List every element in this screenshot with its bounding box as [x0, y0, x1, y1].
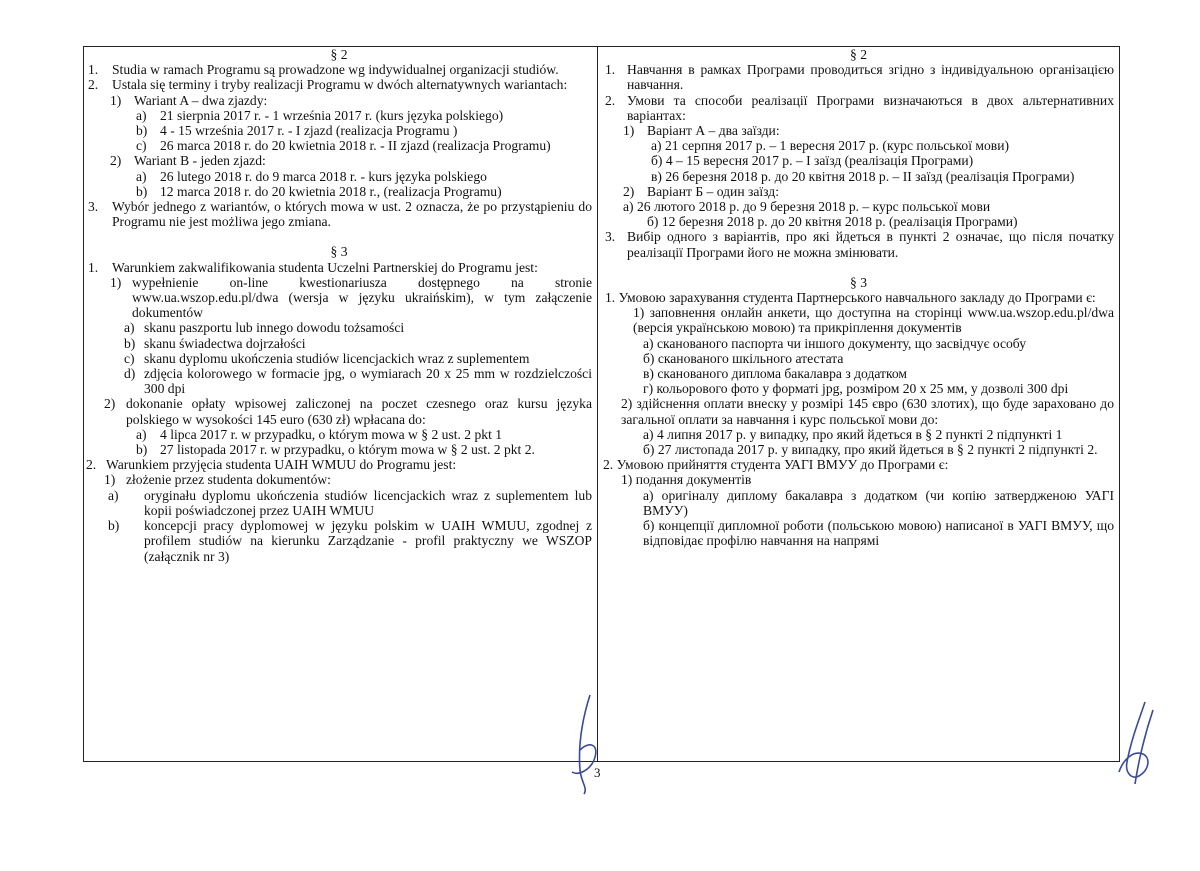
pl-s3-1-1-d: d) zdjęcia kolorowego w formacie jpg, o wymiarach 20 x 25 mm w rozdzielczości 300 dpi: [124, 366, 592, 397]
pl-variant-a-c: c) 26 marca 2018 r. do 20 kwietnia 2018 r. - II zjazd (realizacja Programu): [136, 138, 551, 154]
pl-variant-b-b: b) 12 marca 2018 r. do 20 kwietnia 2018 r., (realizacja Programu): [136, 183, 502, 199]
uk-variant-a-b: б) 4 – 15 вересня 2017 р. – І заїзд (реалізація Програми): [651, 153, 974, 169]
polish-column: [86, 47, 592, 761]
uk-variant-a: 1) Варіант А – два заїзди:: [623, 123, 780, 139]
pl-s3-item-2: 2. Warunkiem przyjęcia studenta UAIH WMUU do Programu jest:: [86, 457, 457, 473]
uk-variant-a-a: а) 21 серпня 2017 р. – 1 вересня 2017 р. (курс польської мови): [651, 138, 1010, 154]
pl-variant-a-a: a) 21 sierpnia 2017 r. - 1 września 2017 r. (kurs języka polskiego): [136, 107, 504, 123]
uk-s3-1-1-c: в) сканованого диплома бакалавра з додатком: [643, 366, 908, 382]
uk-variant-b: 2) Варіант Б – один заїзд:: [623, 183, 779, 199]
pl-s3-1-1: 1) wypełnienie on-line kwestionariusza dostępnego na stronie www.ua.wszop.edu.pl/dwa (wersja w języku ukraińskim), w tym załączenie dokumentów: [110, 274, 592, 321]
pl-variant-b-a: a) 26 lutego 2018 r. do 9 marca 2018 r. - kurs języka polskiego: [136, 168, 487, 184]
uk-variant-b-b: б) 12 березня 2018 р. до 20 квітня 2018 р. (реалізація Програми): [647, 214, 1018, 230]
uk-variant-b-a: а) 26 лютого 2018 р. до 9 березня 2018 р. – курс польської мови: [623, 199, 991, 215]
pl-s3-item-1: 1. Warunkiem zakwalifikowania studenta Uczelni Partnerskiej do Programu jest:: [88, 259, 538, 275]
ukrainian-column: [603, 47, 1114, 761]
pl-s3-2-1-a: a) oryginału dyplomu ukończenia studiów licencjackich wraz z suplementem lub kopii poświadczonej przez UAIH WMUU: [108, 487, 592, 518]
pl-s3-2-1-b: b) koncepcji pracy dyplomowej w języku polskim w UAIH WMUU, zgodnej z profilem studiów na kierunku Zarządzanie - profil praktyczny we WSZOP (załącznik nr 3): [108, 518, 592, 564]
pl-s3-1-1-a: a) skanu paszportu lub innego dowodu tożsamości: [124, 320, 405, 336]
column-divider: [597, 46, 598, 762]
pl-s3-1-1-b: b) skanu świadectwa dojrzałości: [124, 335, 306, 351]
pl-s3-1-2-b: b) 27 listopada 2017 r. w przypadku, o którym mowa w § 2 ust. 2 pkt 2.: [136, 442, 535, 458]
section-2-title-pl: § 2: [330, 47, 348, 62]
uk-s3-1-1-a: а) сканованого паспорта чи іншого документу, що засвідчує особу: [643, 335, 1026, 351]
signature-mark-center: [560, 690, 610, 800]
section-3-title-pl: § 3: [330, 244, 348, 260]
uk-s2-item-3: 3. Вибір одного з варіантів, про які йдеться в пункті 2 означає, що після початку реалізації Програми його не можна змінювати.: [605, 229, 1114, 260]
signature-mark-right: [1105, 700, 1165, 790]
pl-s3-1-2: 2) dokonanie opłaty wpisowej zaliczonej na poczet czesnego oraz kursu języka polskiego w wysokości 145 euro (630 zł) wpłacana do:: [104, 396, 592, 427]
pl-variant-a: 1) Wariant A – dwa zjazdy:: [110, 92, 268, 108]
uk-s3-2-1-a: а) оригіналу диплому бакалавра з додатком (чи копію затвердженою УАГІ ВМУУ): [643, 487, 1114, 518]
uk-s3-2-1-b: б) концепції дипломної роботи (польською мовою) написаної в УАГІ ВМУУ, що відповідає профілю навчання на напрямі: [643, 518, 1114, 549]
uk-s3-2-1: 1) подання документів: [621, 472, 752, 488]
uk-s3-item-2: 2. Умовою прийняття студента УАГІ ВМУУ до Програми є:: [603, 457, 949, 473]
pl-s2-item-1: 1. Studia w ramach Programu są prowadzone wg indywidualnej organizacji studiów.: [88, 62, 559, 78]
section-2-title-uk: § 2: [850, 47, 867, 62]
uk-s2-item-2: 2. Умови та способи реалізації Програми визначаються в двох альтернативних варіантах:: [605, 92, 1114, 123]
uk-s3-1-2: 2) здійснення оплати внеску у розмірі 145 євро (630 злотих), що буде зараховано до загальної оплати за навчання і курс польської мови до:: [621, 396, 1114, 427]
uk-s3-1-2-a: а) 4 липня 2017 р. у випадку, про який йдеться в § 2 пункті 2 підпункті 1: [643, 426, 1063, 442]
uk-s3-1-2-b: б) 27 листопада 2017 р. у випадку, про який йдеться в § 2 пункті 2 підпункті 2.: [643, 442, 1098, 458]
page-number: 3: [594, 765, 601, 780]
pl-s2-item-3: 3. Wybór jednego z wariantów, o których mowa w ust. 2 oznacza, że po przystąpieniu do Programu nie jest możliwa jego zmiana.: [88, 199, 592, 230]
pl-s3-1-2-a: a) 4 lipca 2017 r. w przypadku, o którym mowa w § 2 ust. 2 pkt 1: [136, 426, 503, 442]
uk-variant-a-c: в) 26 березня 2018 р. до 20 квітня 2018 р. – ІІ заїзд (реалізація Програми): [651, 168, 1075, 184]
section-3-title-uk: § 3: [850, 274, 867, 290]
pl-s3-1-1-c: c) skanu dyplomu ukończenia studiów licencjackich wraz z suplementem: [124, 350, 530, 366]
pl-variant-a-b: b) 4 - 15 września 2017 r. - I zjazd (realizacja Programu ): [136, 123, 458, 139]
pl-variant-b: 2) Wariant B - jeden zjazd:: [110, 153, 266, 169]
uk-s3-1-1-d: г) кольорового фото у форматі jpg, розміром 20 х 25 мм, у дозволі 300 dpi: [643, 381, 1069, 397]
pl-s2-item-2: 2. Ustala się terminy i tryby realizacji Programu w dwóch alternatywnych wariantach:: [88, 77, 568, 93]
uk-s3-1-1-b: б) сканованого шкільного атестата: [643, 350, 844, 366]
pl-s3-2-1: 1) złożenie przez studenta dokumentów:: [104, 472, 331, 488]
uk-s3-1-1: 1) заповнення онлайн анкети, що доступна на сторінці www.ua.wszop.edu.pl/dwa (версія українською мовою) та прикріплення документів: [633, 305, 1114, 336]
uk-s3-item-1: 1. Умовою зарахування студента Партнерського навчального закладу до Програми є:: [605, 290, 1096, 306]
uk-s2-item-1: 1. Навчання в рамках Програми проводиться згідно з індивідуальною організацією навчання.: [605, 62, 1114, 93]
